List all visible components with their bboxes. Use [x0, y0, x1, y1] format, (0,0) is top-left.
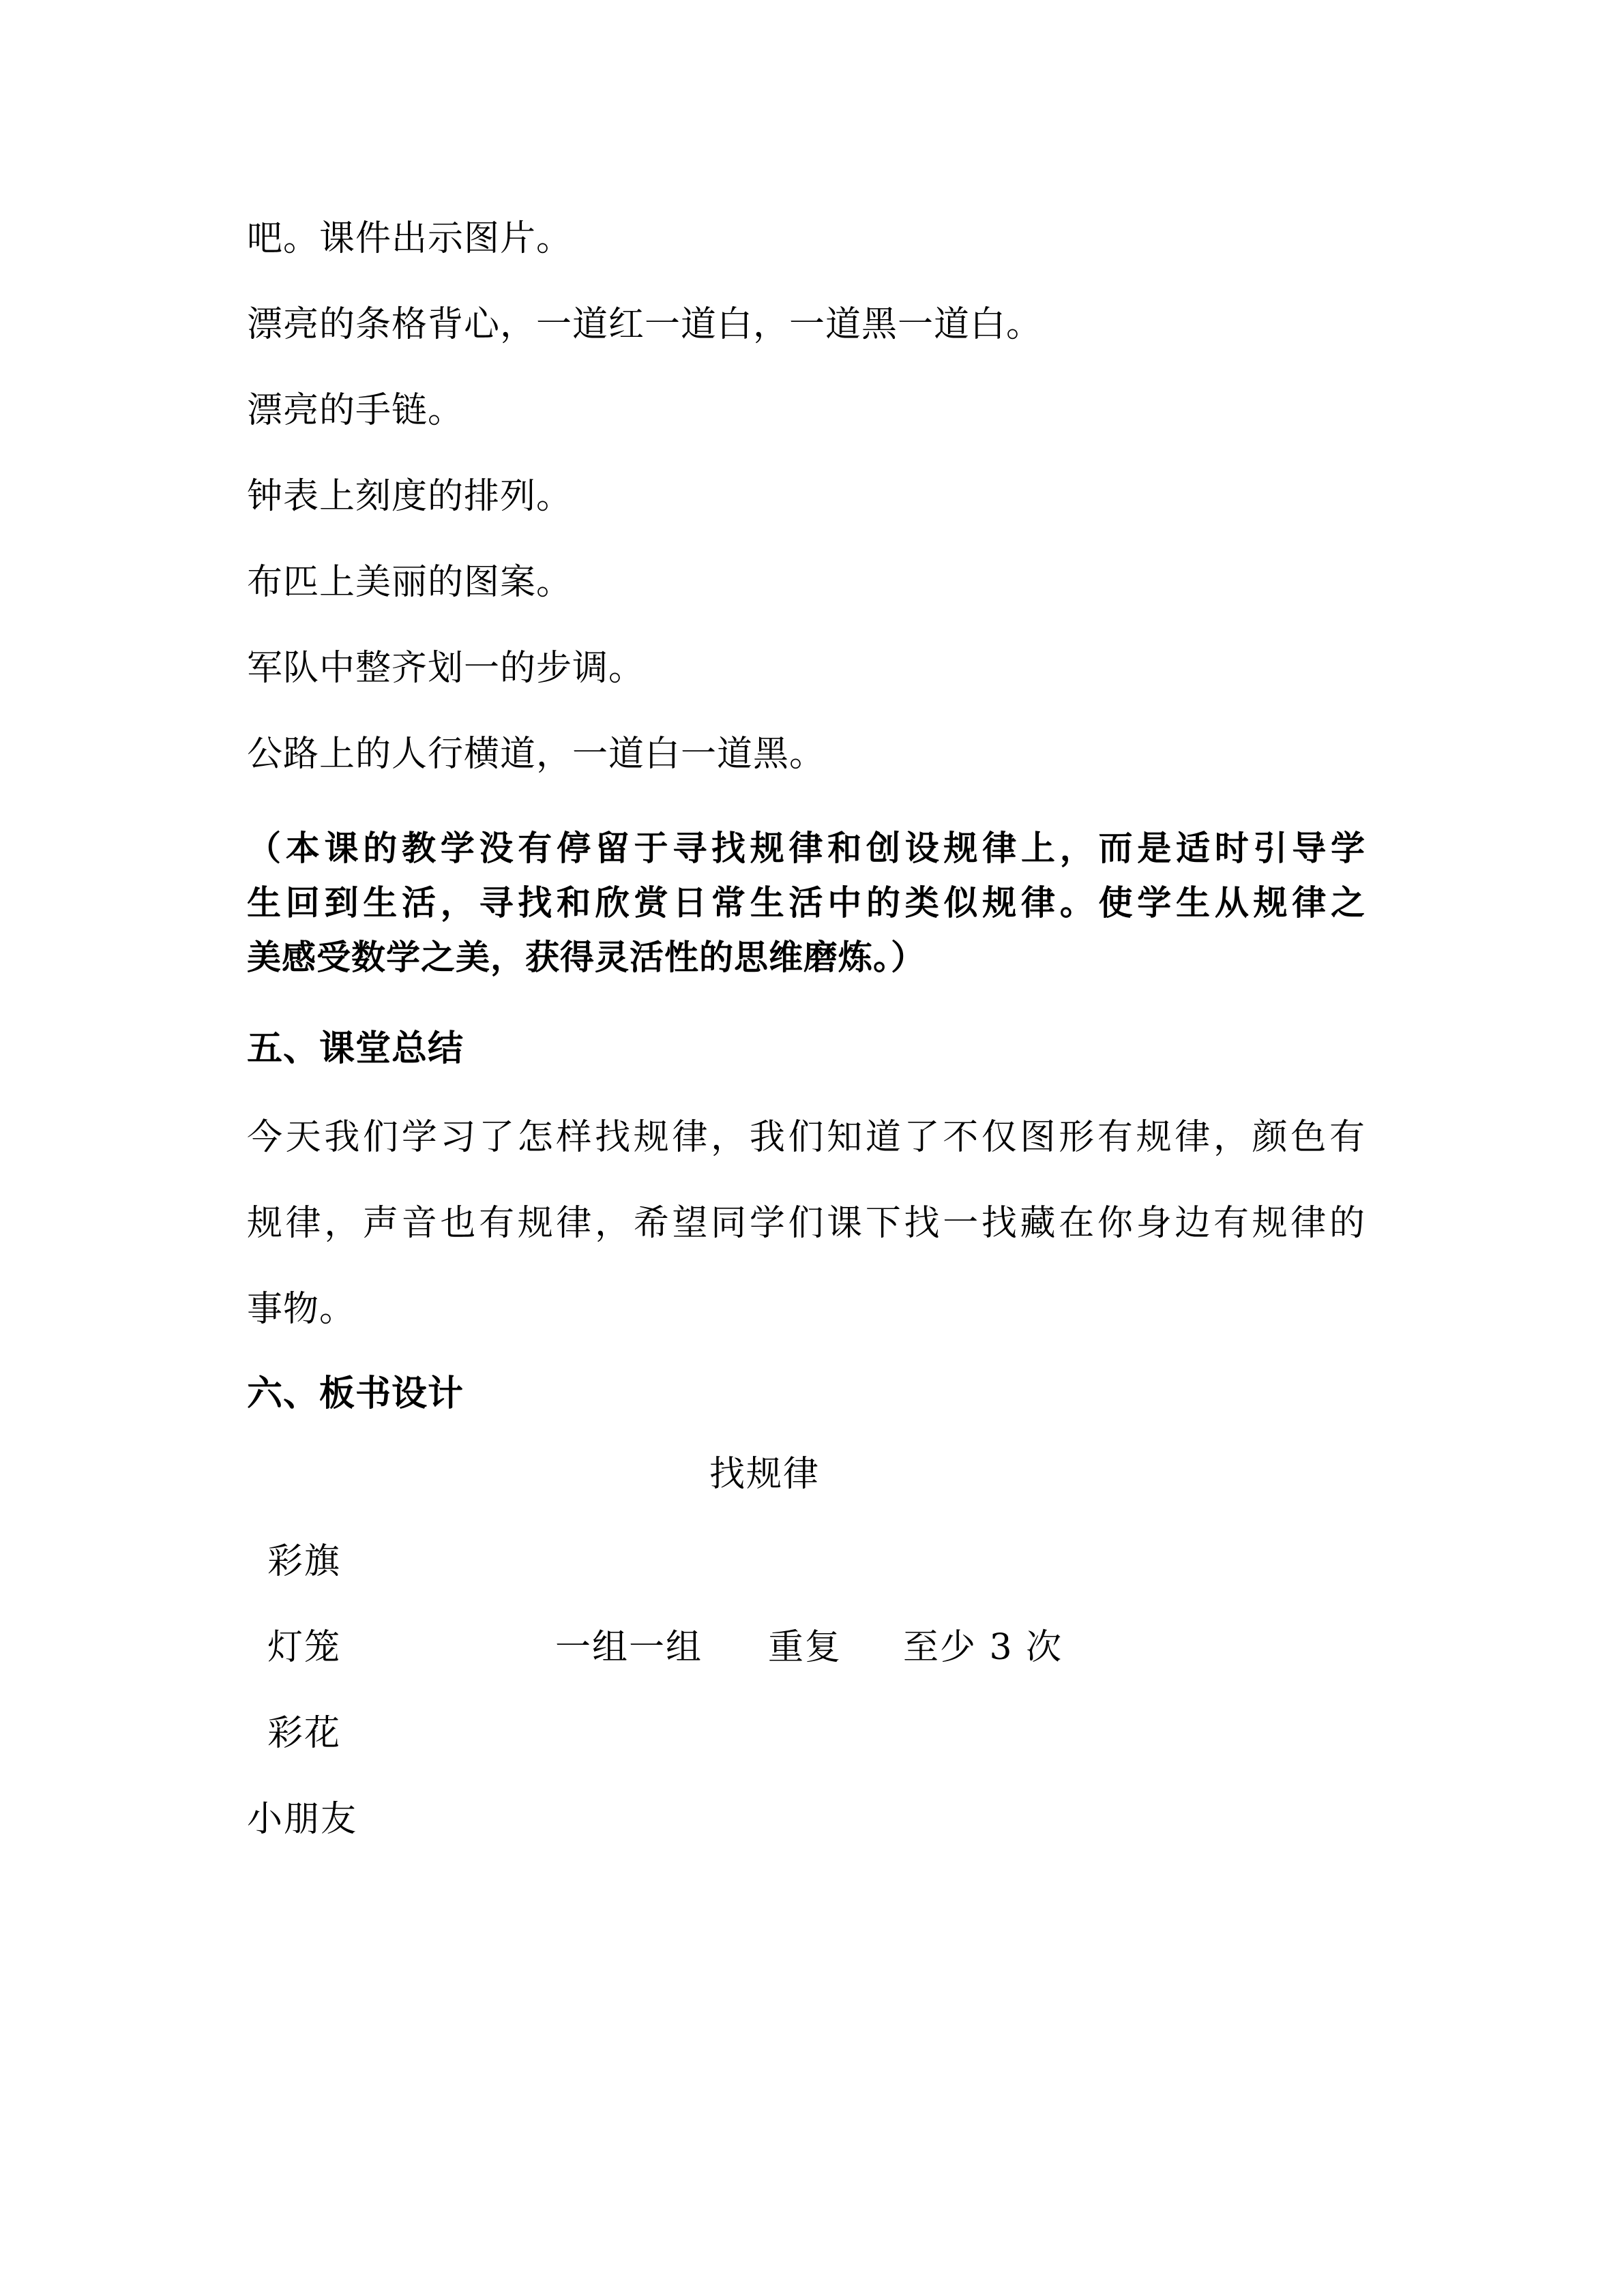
board-phrase-times: 至少 3 次 — [903, 1627, 1063, 1668]
board-phrase-repeat: 重复 — [768, 1627, 842, 1668]
board-item-flowers: 彩花 — [267, 1713, 342, 1754]
summary-line-2: 规律，声音也有规律，希望同学们课下找一找藏在你身边有规律的 — [247, 1203, 1365, 1244]
paragraph-3: 漂亮的手链。 — [247, 390, 464, 431]
note-line-3: 美感受数学之美，获得灵活性的思维磨炼。） — [247, 938, 926, 977]
paragraph-2: 漂亮的条格背心，一道红一道白，一道黑一道白。 — [247, 304, 1043, 345]
paragraph-1: 吧。课件出示图片。 — [247, 218, 573, 259]
paragraph-6: 军队中整齐划一的步调。 — [247, 648, 645, 689]
board-item-children: 小朋友 — [247, 1799, 358, 1840]
section-5-heading: 五、课堂总结 — [247, 1028, 464, 1069]
board-item-lanterns: 灯笼 — [267, 1627, 342, 1668]
summary-line-1: 今天我们学习了怎样找规律，我们知道了不仅图形有规律，颜色有 — [247, 1117, 1365, 1158]
summary-line-3: 事物。 — [247, 1289, 356, 1330]
note-line-1: （本课的教学没有停留于寻找规律和创设规律上，而是适时引导学 — [247, 829, 1365, 868]
paragraph-5: 布匹上美丽的图案。 — [247, 562, 573, 603]
board-item-flags: 彩旗 — [267, 1541, 342, 1582]
paragraph-7: 公路上的人行横道，一道白一道黑。 — [247, 734, 826, 775]
section-6-heading: 六、板书设计 — [247, 1373, 464, 1414]
paragraph-4: 钟表上刻度的排列。 — [247, 476, 573, 517]
note-line-2: 生回到生活，寻找和欣赏日常生活中的类似规律。使学生从规律之 — [247, 883, 1365, 923]
board-phrase-groups: 一组一组 — [555, 1627, 703, 1668]
board-title: 找规律 — [709, 1454, 821, 1495]
